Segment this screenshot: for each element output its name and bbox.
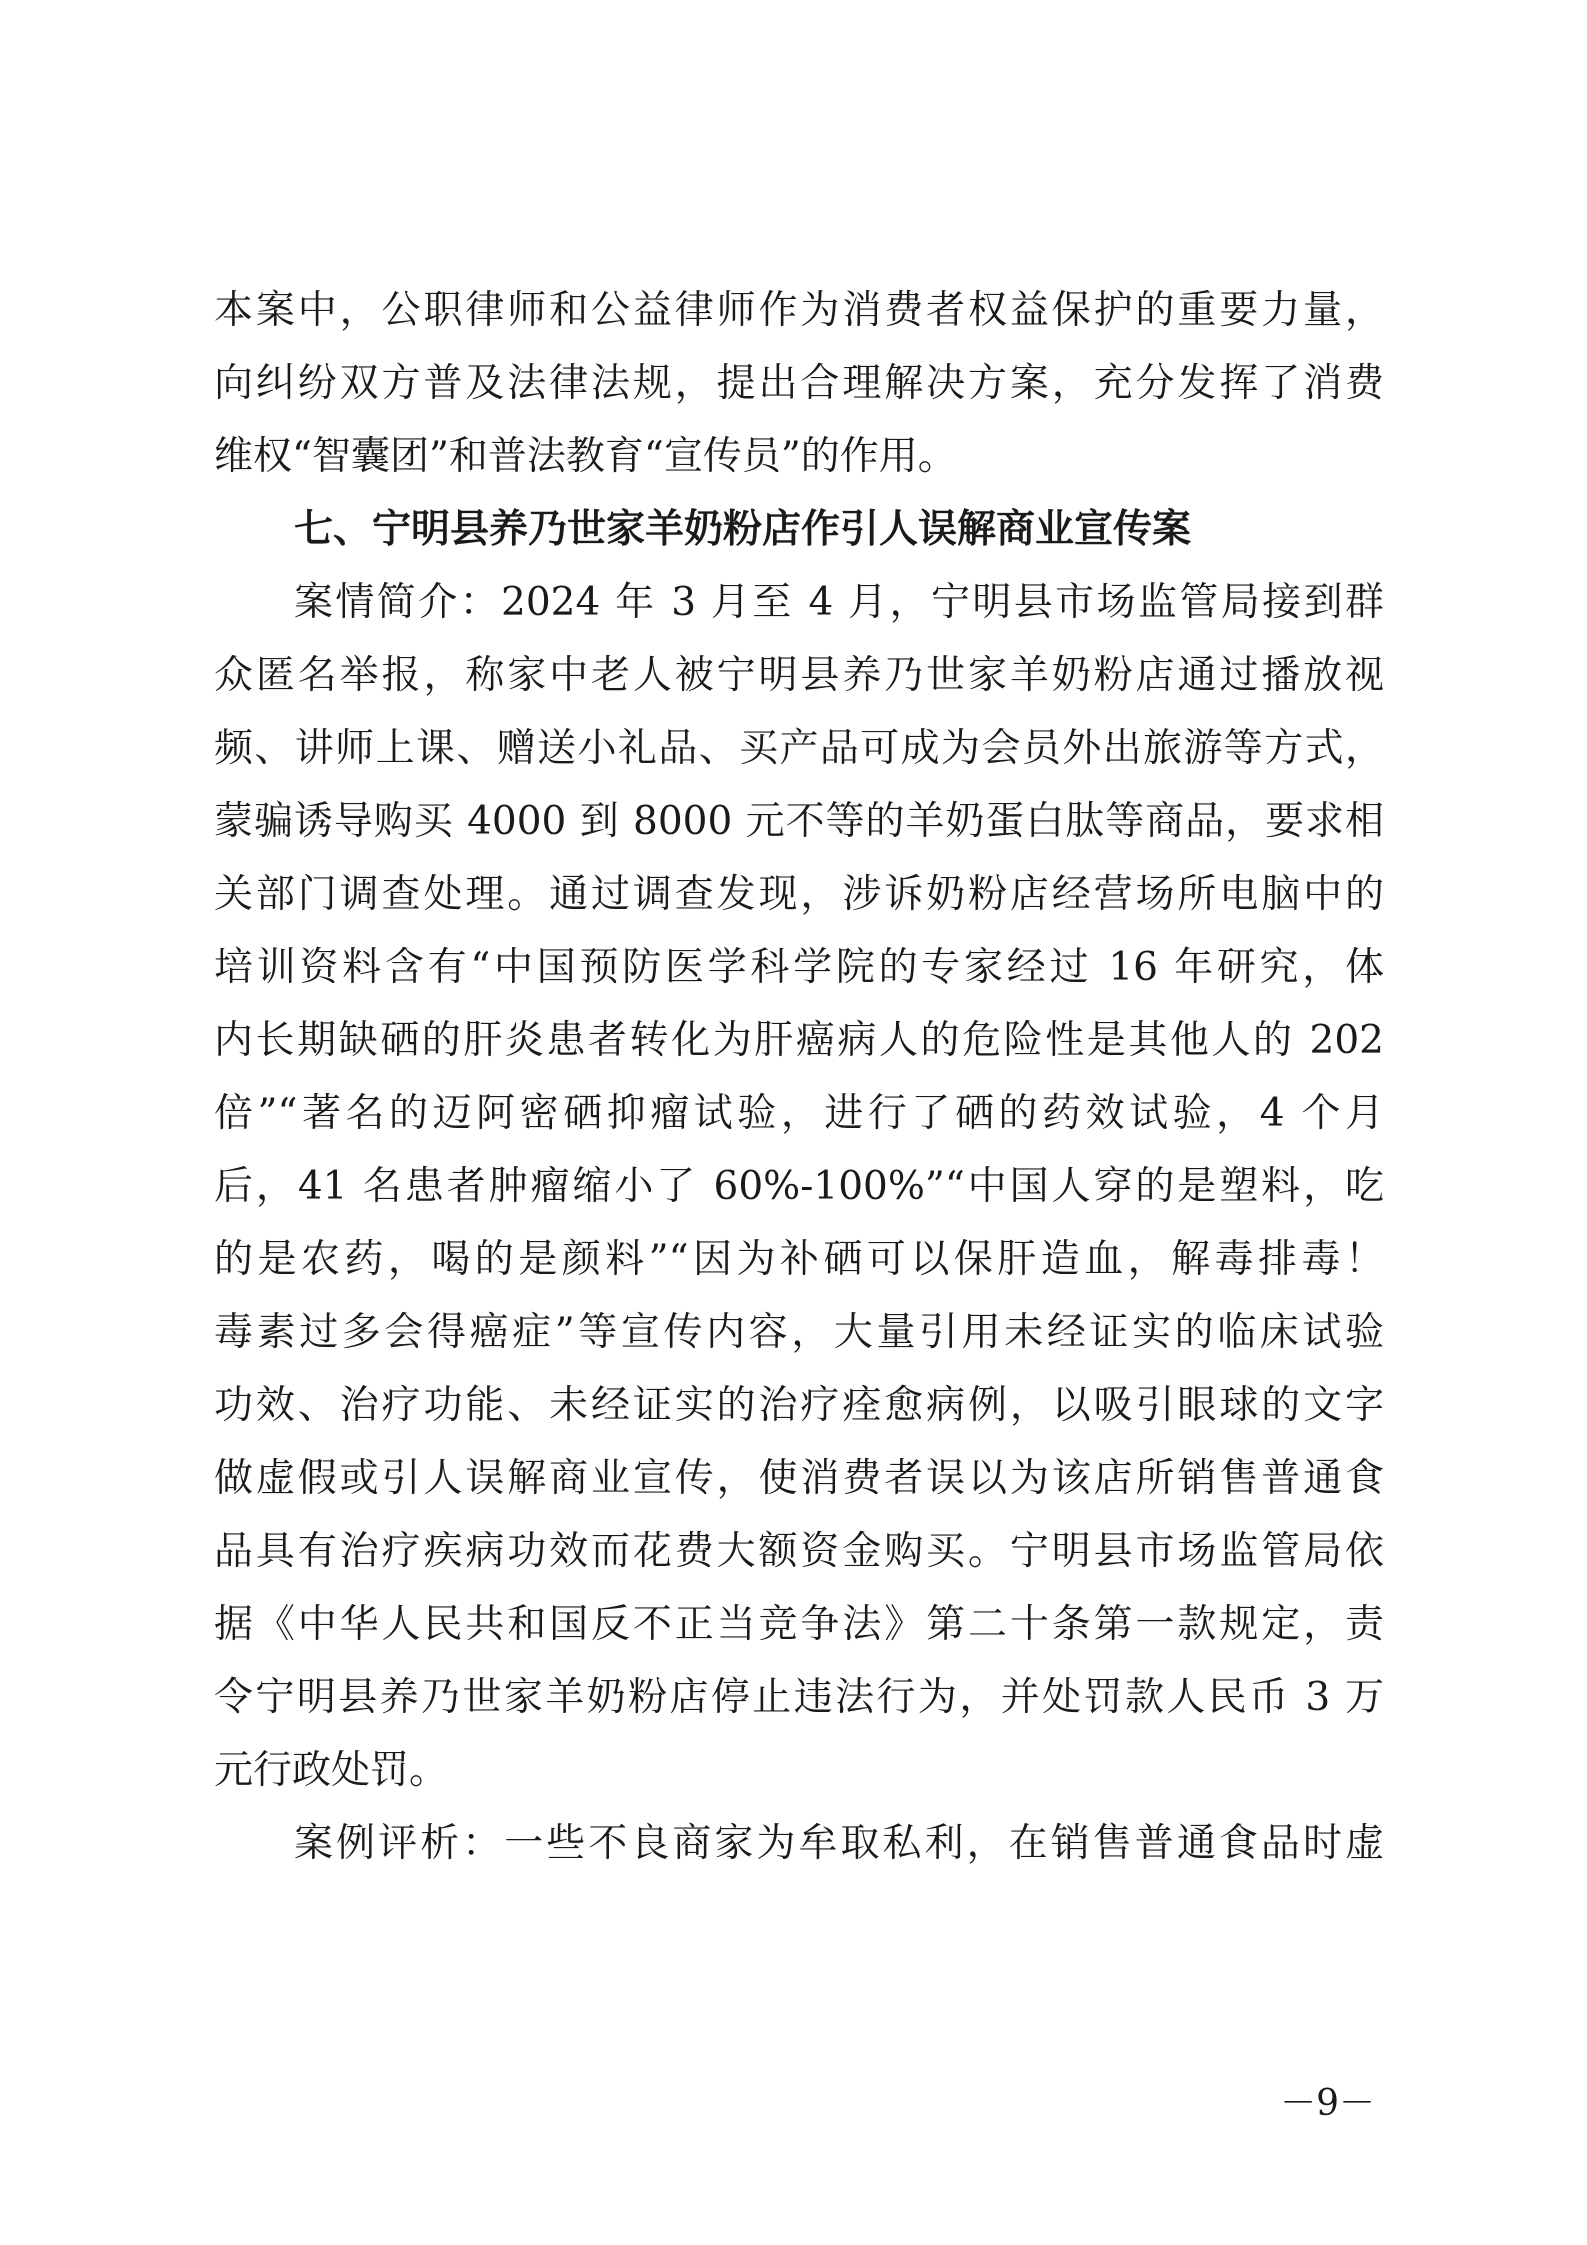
text-line: 元行政处罚。 <box>214 1748 449 1793</box>
page-number: －9－ <box>1280 2083 1375 2124</box>
paragraph-case-analysis <box>214 1807 1384 1880</box>
text-line: 蒙骗诱导购买 4000 到 8000 元不等的羊奶蛋白肽等商品，要求相 <box>214 799 1384 844</box>
text-line: 众匿名举报，称家中老人被宁明县养乃世家羊奶粉店通过播放视 <box>214 653 1384 698</box>
text-line: 品具有治疗疾病功效而花费大额资金购买。宁明县市场监管局依 <box>214 1529 1384 1574</box>
text-line: 频、讲师上课、赠送小礼品、买产品可成为会员外出旅游等方式， <box>214 726 1384 771</box>
text-line: 关部门调查处理。通过调查发现，涉诉奶粉店经营场所电脑中的 <box>214 872 1384 917</box>
text-line: 做虚假或引人误解商业宣传，使消费者误以为该店所销售普通食 <box>214 1456 1384 1501</box>
text-line: 内长期缺硒的肝炎患者转化为肝癌病人的危险性是其他人的 202 <box>214 1018 1384 1063</box>
text-line: 向纠纷双方普及法律法规，提出合理解决方案，充分发挥了消费 <box>214 361 1384 406</box>
text-line: 后，41 名患者肿瘤缩小了 60%-100%”“中国人穿的是塑料，吃 <box>214 1164 1384 1209</box>
text-line: 功效、治疗功能、未经证实的治疗痊愈病例，以吸引眼球的文字 <box>214 1383 1384 1428</box>
text-line: 案情简介：2024 年 3 月至 4 月，宁明县市场监管局接到群 <box>294 580 1384 625</box>
text-line: 本案中，公职律师和公益律师作为消费者权益保护的重要力量， <box>214 288 1384 333</box>
document-body <box>214 274 1384 1880</box>
text-line: 倍”“著名的迈阿密硒抑瘤试验，进行了硒的药效试验，4 个月 <box>214 1091 1384 1136</box>
text-line: 维权“智囊团”和普法教育“宣传员”的作用。 <box>214 434 957 479</box>
text-line: 据《中华人民共和国反不正当竞争法》第二十条第一款规定，责 <box>214 1602 1384 1647</box>
section-heading: 七、宁明县养乃世家羊奶粉店作引人误解商业宣传案 <box>294 507 1192 552</box>
paragraph-lawyer-role <box>214 274 1384 493</box>
text-line: 案例评析：一些不良商家为牟取私利，在销售普通食品时虚 <box>294 1821 1384 1866</box>
text-line: 毒素过多会得癌症”等宣传内容，大量引用未经证实的临床试验 <box>214 1310 1384 1355</box>
paragraph-case-summary <box>214 566 1384 1807</box>
text-line: 令宁明县养乃世家羊奶粉店停止违法行为，并处罚款人民币 3 万 <box>214 1675 1384 1720</box>
text-line: 培训资料含有“中国预防医学科学院的专家经过 16 年研究，体 <box>214 945 1384 990</box>
text-line: 的是农药，喝的是颜料”“因为补硒可以保肝造血，解毒排毒！ <box>214 1237 1384 1282</box>
